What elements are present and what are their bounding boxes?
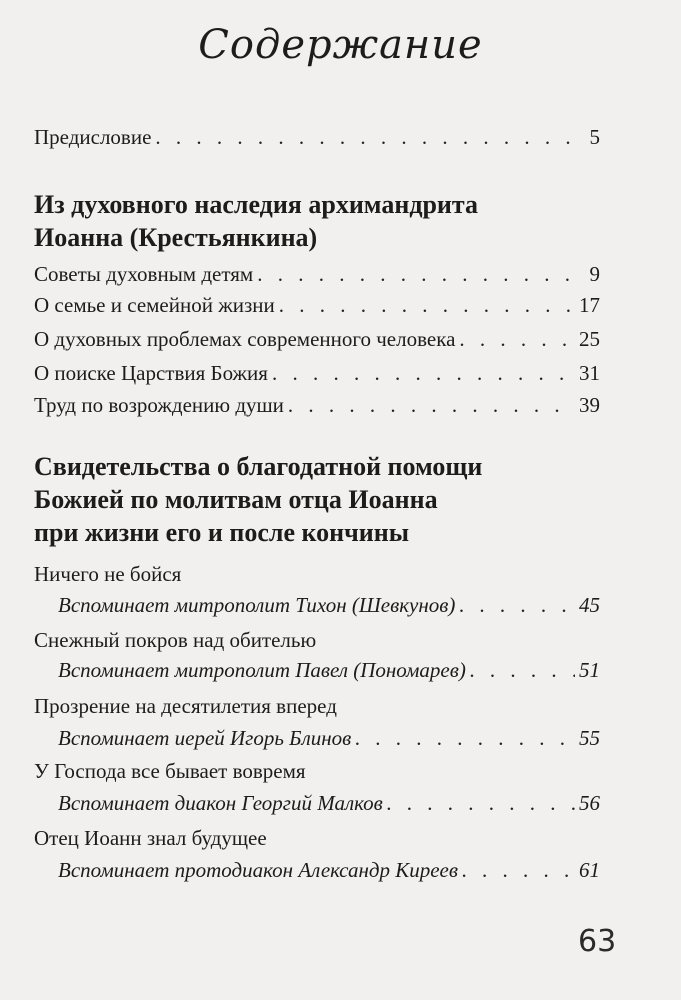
story-title: Ничего не бойся: [34, 562, 182, 586]
toc-entry-page: 31: [579, 361, 600, 385]
dot-leader: [155, 124, 585, 150]
toc-entry-author: [58, 790, 600, 816]
toc-entry-page: 9: [589, 262, 600, 286]
dot-leader: [272, 360, 575, 386]
dot-leader: [470, 657, 575, 683]
toc-entry-label: О поиске Царствия Божия: [34, 361, 268, 385]
toc-entry-label: Вспоминает протодиакон Александр Киреев: [58, 858, 458, 882]
toc-entry: [34, 326, 600, 352]
dot-leader: [288, 392, 575, 418]
toc-entry-label: О семье и семейной жизни: [34, 293, 275, 317]
toc-entry-page: 56: [579, 791, 600, 815]
story-title: Отец Иоанн знал будущее: [34, 826, 267, 850]
dot-leader: [279, 292, 575, 318]
toc-entry-author: [58, 592, 600, 618]
toc-entry-page: 39: [579, 393, 600, 417]
toc-entry-page: 45: [579, 593, 600, 617]
toc-entry: [34, 261, 600, 287]
toc-entry-label: Вспоминает иерей Игорь Блинов: [58, 726, 352, 750]
section-heading-1: [34, 188, 614, 254]
toc-entry: [34, 292, 600, 318]
story-title: У Господа все бывает вовремя: [34, 759, 306, 783]
dot-leader: [459, 592, 575, 618]
toc-entry-label: Вспоминает диакон Георгий Малков: [58, 791, 383, 815]
toc-entry-label: Вспоминает митрополит Тихон (Шевкунов): [58, 593, 456, 617]
toc-entry-author: [58, 657, 600, 683]
toc-entry-label: Предисловие: [34, 125, 152, 149]
toc-entry-label: Вспоминает митрополит Павел (Пономарев): [58, 658, 466, 682]
dot-leader: [257, 261, 585, 287]
toc-entry-preface: [34, 124, 600, 150]
dot-leader: [387, 790, 575, 816]
page-title: Содержание: [198, 22, 483, 68]
toc-entry-page: 61: [579, 858, 600, 882]
section-heading-line: Из духовного наследия архимандрита: [34, 190, 479, 219]
toc-entry: [34, 360, 600, 386]
toc-entry-page: 5: [589, 125, 600, 149]
toc-entry: [34, 392, 600, 418]
toc-entry-author: [58, 857, 600, 883]
section-heading-2: [34, 450, 614, 549]
page-number: 63: [578, 924, 617, 959]
toc-entry-page: 55: [579, 726, 600, 750]
toc-entry-page: 17: [579, 293, 600, 317]
toc-entry-label: Советы духовным детям: [34, 262, 254, 286]
toc-entry-label: О духовных проблемах современного человека: [34, 327, 456, 351]
section-heading-line: при жизни его и после кончины: [34, 518, 410, 547]
toc-entry-author: [58, 725, 600, 751]
toc-entry-label: Труд по возрождению души: [34, 393, 284, 417]
story-title: Прозрение на десятилетия вперед: [34, 694, 337, 718]
section-heading-line: Иоанна (Крестьянкина): [34, 223, 318, 252]
section-heading-line: Свидетельства о благодатной помощи: [34, 452, 483, 481]
story-title: Снежный покров над обителью: [34, 628, 317, 652]
section-heading-line: Божией по молитвам отца Иоанна: [34, 485, 438, 514]
toc-entry-page: 51: [579, 658, 600, 682]
toc-entry-page: 25: [579, 327, 600, 351]
dot-leader: [462, 857, 575, 883]
dot-leader: [459, 326, 575, 352]
dot-leader: [355, 725, 575, 751]
